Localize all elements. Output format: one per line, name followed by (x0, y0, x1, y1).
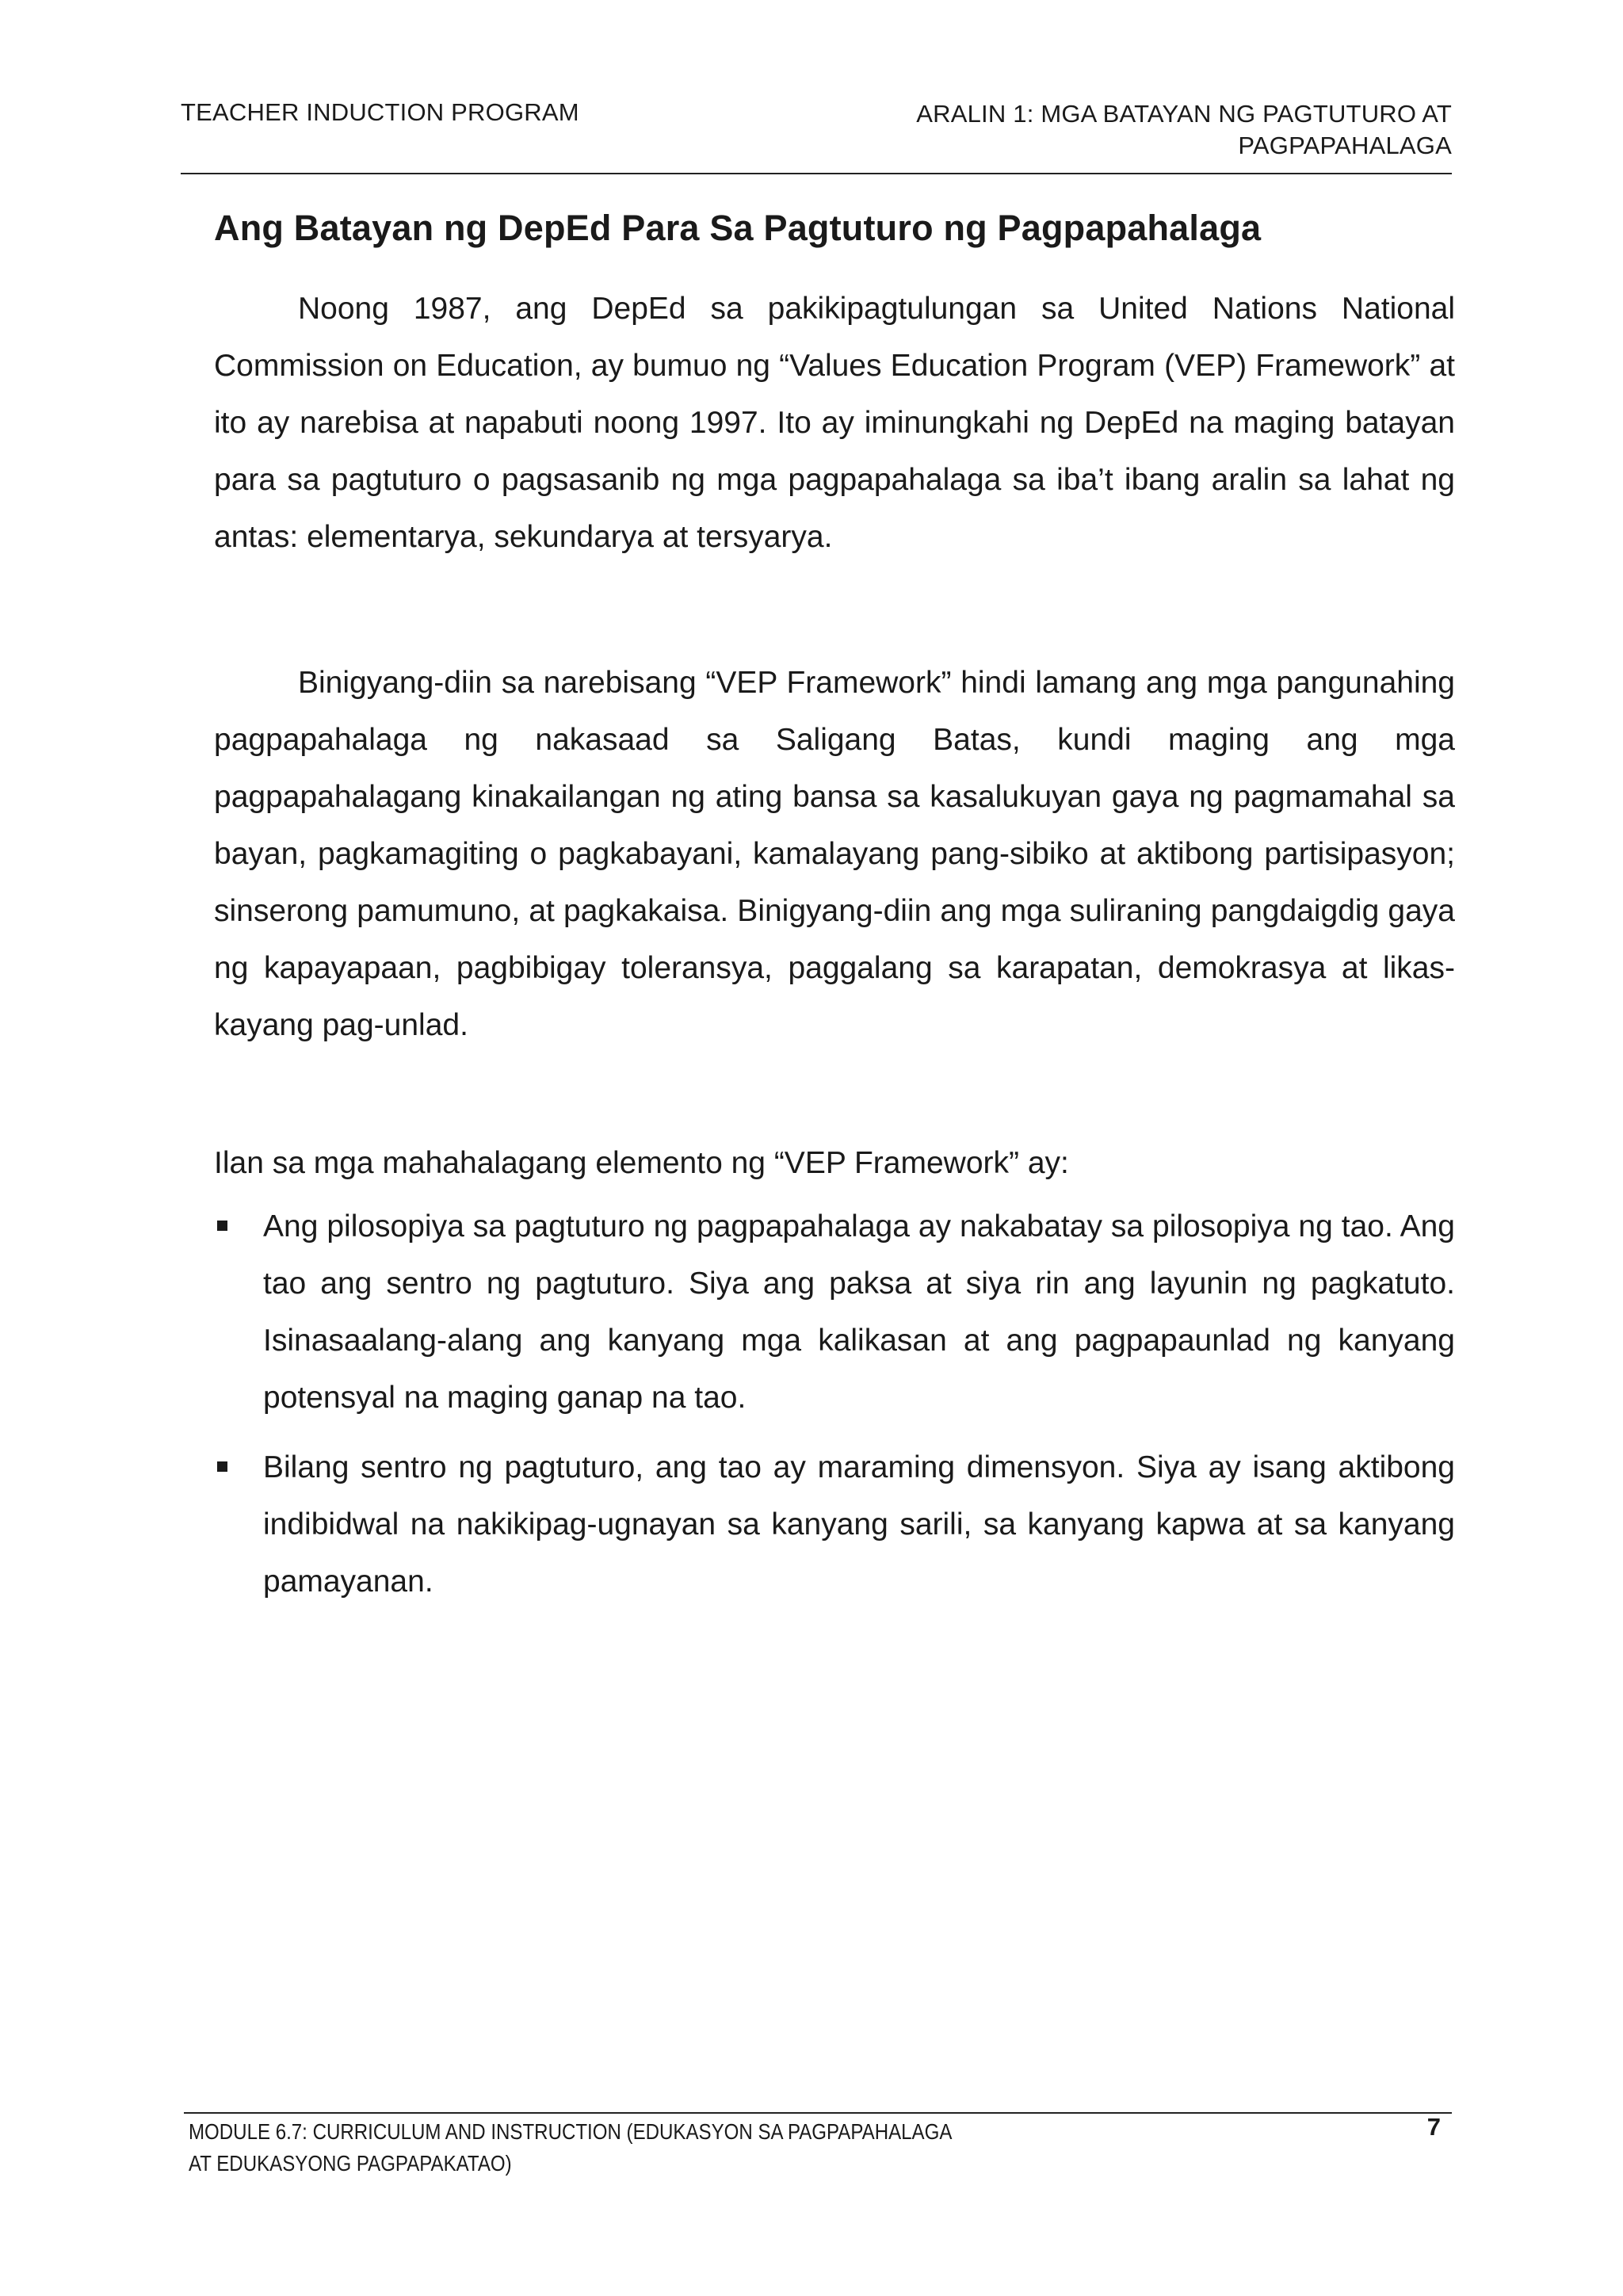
page-body (214, 208, 1455, 1623)
list-item (214, 1198, 1455, 1427)
footer-module-title (189, 2116, 1006, 2179)
header-program-name: TEACHER INDUCTION PROGRAM (181, 98, 579, 126)
header-lesson-title (802, 98, 1452, 162)
square-bullet-icon (217, 1461, 227, 1472)
header-lesson-title-line1: ARALIN 1: MGA BATAYAN NG PAGTUTURO AT (916, 100, 1452, 128)
square-bullet-icon (217, 1221, 227, 1231)
paragraph-1: Noong 1987, ang DepEd sa pakikipagtulungan sa United Nations National Commission on Education, ay bumuo ng “Values Education Program (VEP) Framework” at ito ay narebisa at napabuti noong 1997. Ito ay iminungkahi ng DepEd na maging batayan para sa pagtuturo o pagsasanib ng mga pagpapahalaga sa iba’t ibang aralin sa lahat ng antas: elementarya, sekundarya at tersyarya. (214, 292, 1455, 554)
list-intro: Ilan sa mga mahahalagang elemento ng “VEP Framework” ay: (214, 1146, 1069, 1180)
list-item (214, 1439, 1455, 1610)
header-lesson-title-line2: PAGPAPAHALAGA (1238, 132, 1452, 159)
footer-module-title-line2: AT EDUKASYONG PAGPAPAKATAO) (189, 2151, 512, 2176)
list-item-text: Bilang sentro ng pagtuturo, ang tao ay maraming dimensyon. Siya ay isang aktibong indibidwal na nakikipag-ugnayan sa kanyang sarili, sa kanyang kapwa at sa kanyang pamayanan. (263, 1450, 1455, 1599)
footer-divider (184, 2112, 1452, 2114)
footer-module-title-line1: MODULE 6.7: CURRICULUM AND INSTRUCTION (EDUKASYON SA PAGPAPAHALAGA (189, 2119, 953, 2144)
list-item-text: Ang pilosopiya sa pagtuturo ng pagpapahalaga ay nakabatay sa pilosopiya ng tao. Ang tao ang sentro ng pagtuturo. Siya ang paksa at siya rin ang layunin ng pagkatuto. Isinasaalang-alang ang kanyang mga kalikasan at ang pagpapaunlad ng kanyang potensyal na maging ganap na tao. (263, 1209, 1455, 1415)
elements-list (214, 1198, 1455, 1610)
page-number: 7 (1426, 2113, 1441, 2141)
header-divider (181, 173, 1452, 174)
paragraph-spacer (214, 1054, 1455, 1141)
paragraph-spacer (214, 566, 1455, 655)
paragraph-2: Binigyang-diin sa narebisang “VEP Framework” hindi lamang ang mga pangunahing pagpapahalaga ng nakasaad sa Saligang Batas, kundi maging ang mga pagpapahalagang kinakailangan ng ating bansa sa kasalukuyan gaya ng pagmamahal sa bayan, pagkamagiting o pagkabayani, kamalayang pang-sibiko at aktibong partisipasyon; sinserong pamumuno, at pagkakaisa. Binigyang-diin ang mga suliraning pangdaigdig gaya ng kapayapaan, pagbibigay toleransya, paggalang sa karapatan, demokrasya at likas-kayang pag-unlad. (214, 666, 1455, 1042)
section-title: Ang Batayan ng DepEd Para Sa Pagtuturo ng Pagpapahalaga (214, 208, 1262, 248)
